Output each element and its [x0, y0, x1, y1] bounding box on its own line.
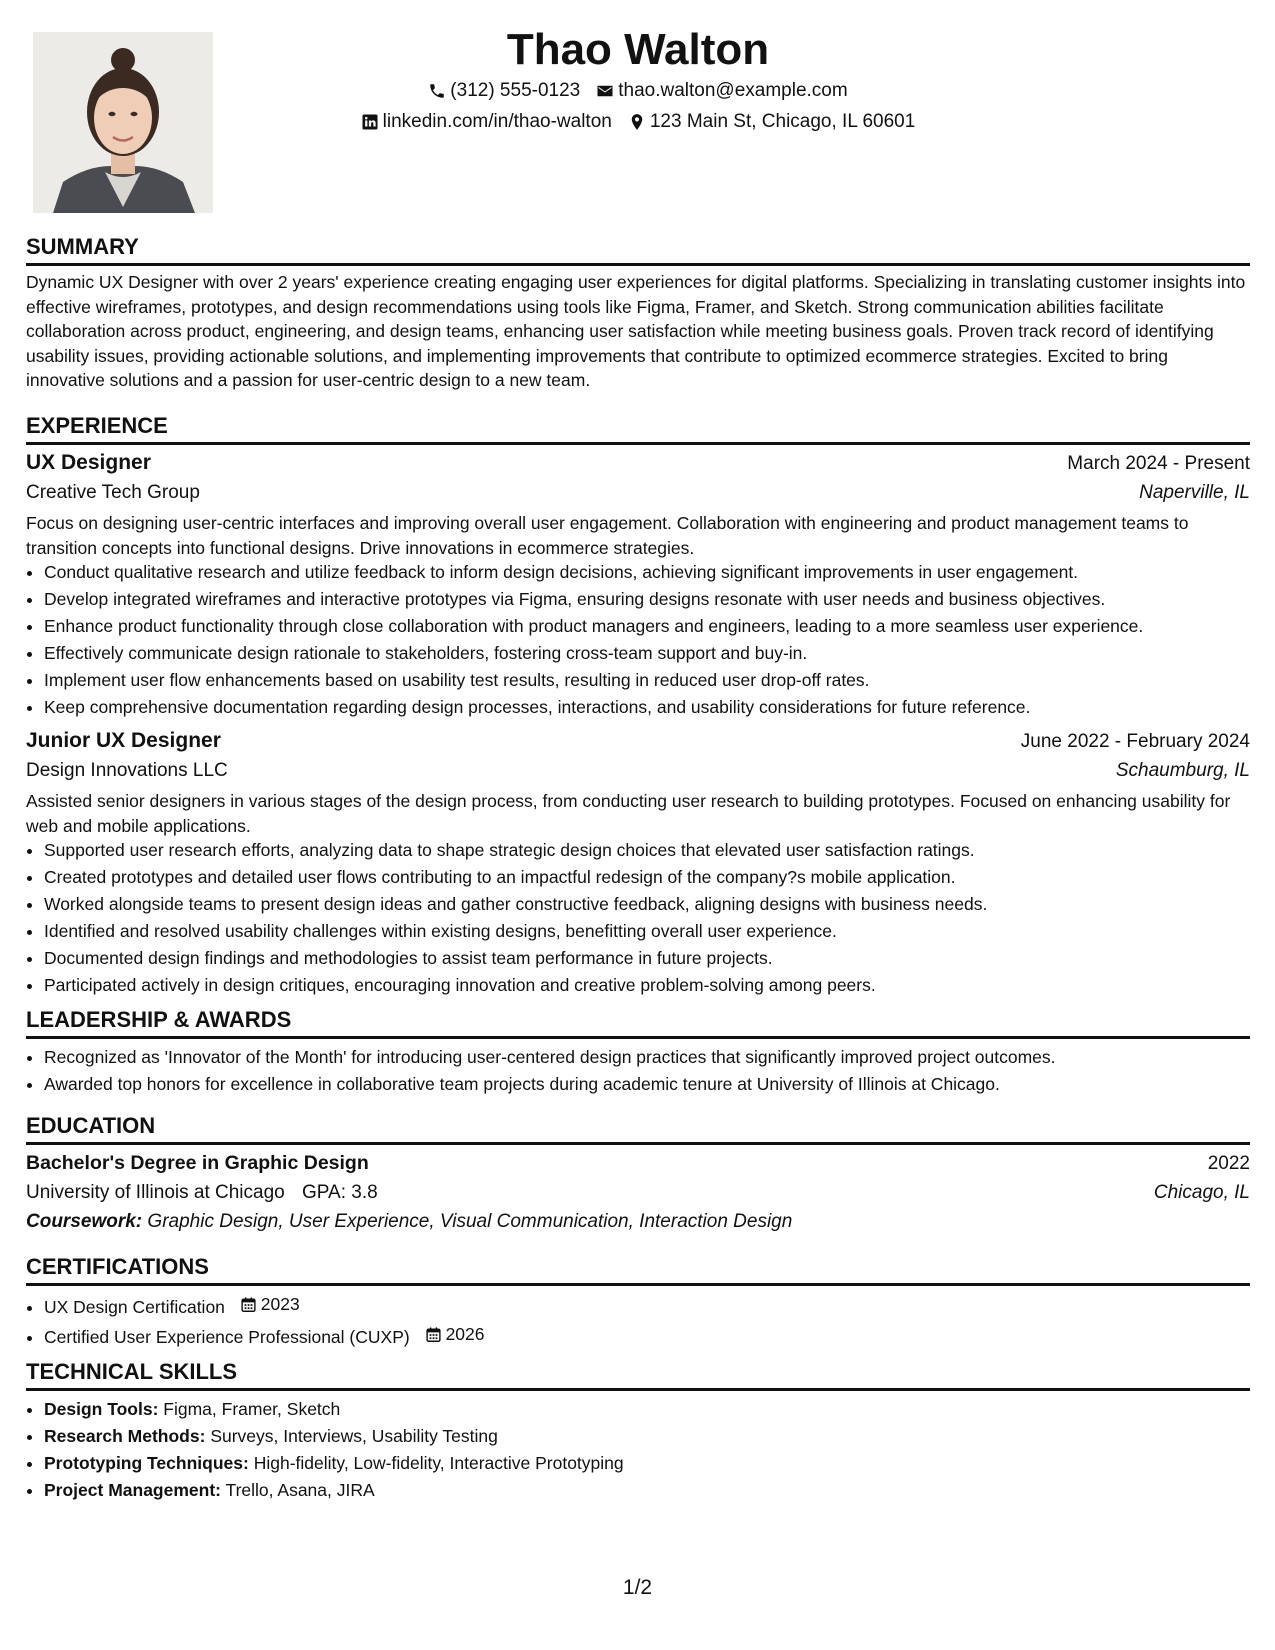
job-dates: March 2024 - Present: [1067, 453, 1250, 474]
email-contact[interactable]: [596, 80, 847, 102]
coursework-label: Coursework:: [26, 1211, 143, 1232]
list-item: • Implement user flow enhancements based on usability test results, resulting in reduced user drop-off rates.: [44, 667, 1250, 694]
list-item: • Develop integrated wireframes and interactive prototypes via Figma, ensuring designs resonate with user needs and business objectives.: [44, 586, 1250, 613]
page-number: 1/2: [622, 1576, 653, 1599]
calendar-icon: [425, 1326, 442, 1343]
job-description: Focus on designing user-centric interfaces and improving overall user engagement. Collaboration with engineering and product management teams to transition concepts into functional designs. Drive innovations in ecommerce strategies.: [26, 513, 1189, 558]
skill-label: Design Tools:: [44, 1399, 159, 1419]
certification-item: [44, 1321, 1250, 1351]
certification-year: 2023: [260, 1294, 300, 1314]
job-subheader: [26, 482, 1250, 504]
job-company: Design Innovations LLC: [26, 760, 228, 781]
job-header: [26, 451, 1250, 475]
job-dates: June 2022 - February 2024: [1020, 731, 1250, 752]
skill-item: [44, 1450, 1250, 1477]
job-entry: [26, 729, 1250, 999]
phone-text: (312) 555-0123: [450, 80, 581, 101]
skills-list: [26, 1396, 1250, 1504]
summary-text: Dynamic UX Designer with over 2 years' experience creating engaging user experiences for digital platforms. Specializing in translating customer insights into effective wireframes, prototypes, and design recommendations using tools like Figma, Framer, and Sketch. Strong communication abilities facilitate collaboration across product, engineering, and design teams, enhancing user satisfaction while meeting business goals. Proven track record of identifying usability issues, providing actionable solutions, and implementing improvements that contribute to optimized ecommerce strategies. Excited to bring innovative solutions and a passion for user-centric design to a new team.: [26, 272, 1246, 390]
degree: Bachelor's Degree in Graphic Design: [26, 1152, 369, 1174]
list-item: • Participated actively in design critiques, encouraging innovation and creative problem-solving among peers.: [44, 972, 1250, 999]
section-title: TECHNICAL SKILLS: [26, 1358, 1250, 1391]
list-item: • Awarded top honors for excellence in collaborative team projects during academic tenure at University of Illinois at Chicago.: [44, 1071, 1250, 1098]
leadership-bullets: [26, 1044, 1250, 1098]
job-bullets: [26, 837, 1250, 999]
job-description: Assisted senior designers in various stages of the design process, from conducting user research to building prototypes. Focused on enhancing usability for web and mobile applications.: [26, 791, 1231, 836]
certification-year: 2026: [445, 1324, 485, 1344]
email-text[interactable]: thao.walton@example.com: [618, 80, 848, 101]
address-contact: [628, 111, 915, 133]
education-subheader: [26, 1182, 1250, 1204]
linkedin-contact[interactable]: [361, 111, 612, 133]
list-item: • Conduct qualitative research and utilize feedback to inform design decisions, achieving significant improvements in user engagement.: [44, 559, 1250, 586]
list-item: • Created prototypes and detailed user flows contributing to an impactful redesign of the company?s mobile application.: [44, 864, 1250, 891]
linkedin-icon: [361, 113, 379, 131]
skill-item: [44, 1423, 1250, 1450]
section-title: SUMMARY: [26, 233, 1250, 266]
certification-name: Certified User Experience Professional (CUXP): [44, 1327, 410, 1347]
list-item: • Documented design findings and methodologies to assist team performance in future projects.: [44, 945, 1250, 972]
section-title: EXPERIENCE: [26, 412, 1250, 445]
section-title: LEADERSHIP & AWARDS: [26, 1006, 1250, 1039]
calendar-icon: [240, 1296, 257, 1313]
certification-date: [425, 1321, 485, 1348]
list-item: • Effectively communicate design rationale to stakeholders, fostering cross-team support and buy-in.: [44, 640, 1250, 667]
leadership-section: [26, 1006, 1250, 1098]
job-title: UX Designer: [26, 451, 151, 474]
coursework: [26, 1211, 1250, 1233]
skill-value: Surveys, Interviews, Usability Testing: [210, 1426, 498, 1446]
skill-value: High-fidelity, Low-fidelity, Interactive Prototyping: [253, 1453, 624, 1473]
envelope-icon: [596, 82, 614, 100]
summary-section: [26, 233, 1250, 393]
job-company: Creative Tech Group: [26, 482, 200, 503]
job-entry: [26, 451, 1250, 721]
skill-value: Figma, Framer, Sketch: [163, 1399, 341, 1419]
school-location: Chicago, IL: [1153, 1182, 1250, 1203]
skill-item: [44, 1477, 1250, 1504]
list-item: • Recognized as 'Innovator of the Month' for introducing user-centered design practices that significantly improved project outcomes.: [44, 1044, 1250, 1071]
certifications-section: [26, 1253, 1250, 1351]
skill-item: [44, 1396, 1250, 1423]
job-location: Schaumburg, IL: [1115, 760, 1250, 781]
school-line: [26, 1182, 378, 1204]
certification-name: UX Design Certification: [44, 1297, 225, 1317]
job-location: Naperville, IL: [1139, 482, 1250, 503]
resume-header: [26, 20, 1250, 133]
education-header: [26, 1152, 1250, 1175]
job-title: Junior UX Designer: [26, 729, 221, 752]
section-title: CERTIFICATIONS: [26, 1253, 1250, 1286]
list-item: • Worked alongside teams to present design ideas and gather constructive feedback, aligning designs with business needs.: [44, 891, 1250, 918]
phone-icon: [428, 82, 446, 100]
linkedin-text[interactable]: linkedin.com/in/thao-walton: [382, 111, 612, 132]
education-section: [26, 1112, 1250, 1233]
job-subheader: [26, 760, 1250, 782]
list-item: • Enhance product functionality through close collaboration with product managers and engineers, leading to a more seamless user experience.: [44, 613, 1250, 640]
job-header: [26, 729, 1250, 753]
list-item: • Identified and resolved usability challenges within existing designs, benefitting overall user experience.: [44, 918, 1250, 945]
skills-section: [26, 1358, 1250, 1504]
section-title: EDUCATION: [26, 1112, 1250, 1145]
experience-section: [26, 412, 1250, 999]
certification-date: [240, 1291, 300, 1318]
list-item: • Keep comprehensive documentation regarding design processes, interactions, and usability considerations for future reference.: [44, 694, 1250, 721]
list-item: • Supported user research efforts, analyzing data to shape strategic design choices that elevated user satisfaction ratings.: [44, 837, 1250, 864]
map-marker-icon: [628, 113, 646, 131]
candidate-name: Thao Walton: [506, 25, 770, 74]
contact-line-1: [26, 80, 1250, 102]
school-name: University of Illinois at Chicago: [26, 1182, 285, 1203]
phone-contact: [428, 80, 580, 102]
skill-value: Trello, Asana, JIRA: [225, 1480, 375, 1500]
gpa: GPA: 3.8: [302, 1182, 378, 1203]
contact-line-2: [26, 111, 1250, 133]
skill-label: Project Management:: [44, 1480, 221, 1500]
skill-label: Prototyping Techniques:: [44, 1453, 249, 1473]
certification-list: [26, 1291, 1250, 1351]
address-text: 123 Main St, Chicago, IL 60601: [649, 111, 916, 132]
coursework-list: Graphic Design, User Experience, Visual Communication, Interaction Design: [147, 1211, 793, 1232]
job-bullets: [26, 559, 1250, 721]
certification-item: [44, 1291, 1250, 1321]
skill-label: Research Methods:: [44, 1426, 206, 1446]
graduation-year: 2022: [1207, 1153, 1250, 1174]
